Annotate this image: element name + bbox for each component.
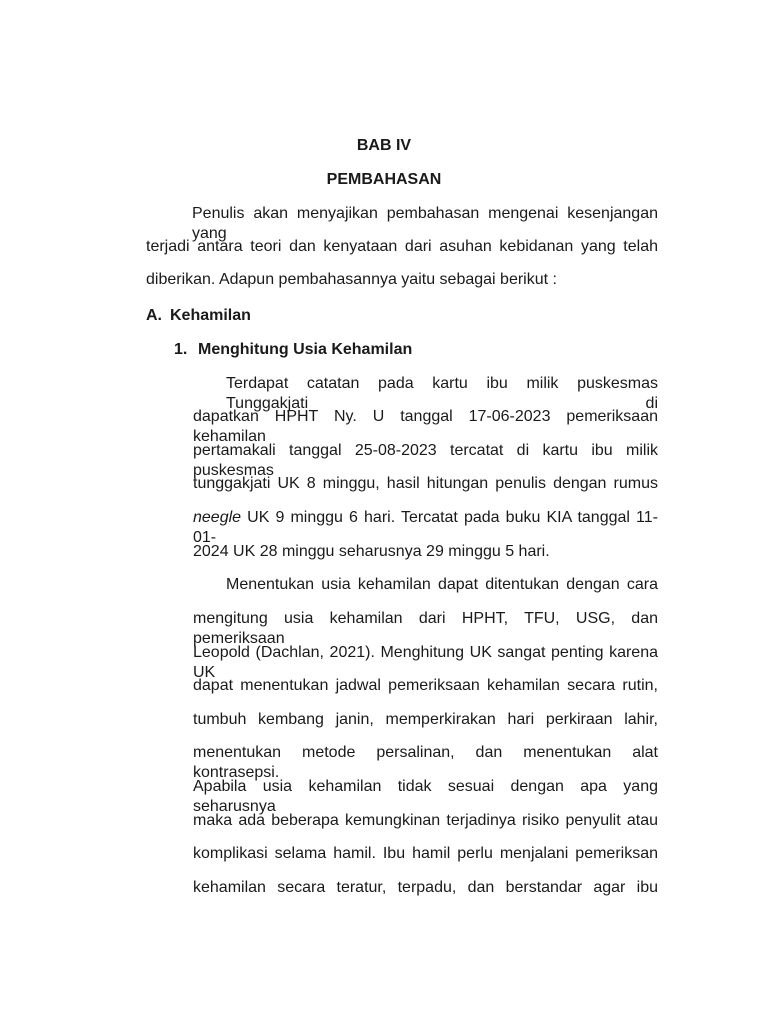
p2-line-4: dapat menentukan jadwal pemeriksaan kehamilan secara rutin, <box>193 677 658 694</box>
intro-line-2: terjadi antara teori dan kenyataan dari asuhan kebidanan yang telah <box>146 238 658 255</box>
p1-line-2: dapatkan HPHT Ny. U tanggal 17-06-2023 pemeriksaan kehamilan <box>193 408 658 445</box>
p2-line-9: komplikasi selama hamil. Ibu hamil perlu menjalani pemeriksan <box>193 845 658 862</box>
subsection-title: Menghitung Usia Kehamilan <box>198 341 413 358</box>
chapter-title: PEMBAHASAN <box>326 171 442 188</box>
p1-line-6: 2024 UK 28 minggu seharusnya 29 minggu 5 hari. <box>193 543 550 560</box>
p2-line-8: maka ada beberapa kemungkinan terjadinya risiko penyulit atau <box>193 812 658 829</box>
p2-line-6: menentukan metode persalinan, dan menentukan alat kontrasepsi. <box>193 744 658 781</box>
section-title: Kehamilan <box>170 307 251 324</box>
p2-line-10: kehamilan secara teratur, terpadu, dan berstandar agar ibu <box>193 879 658 896</box>
p2-line-5: tumbuh kembang janin, memperkirakan hari perkiraan lahir, <box>193 711 658 728</box>
chapter-heading: BAB IV <box>356 137 412 154</box>
p1-italic-term: neegle <box>193 509 242 526</box>
p2-line-3: Leopold (Dachlan, 2021). Menghitung UK sangat penting karena UK <box>193 644 658 681</box>
p2-line-7: Apabila usia kehamilan tidak sesuai dengan apa yang seharusnya <box>193 778 658 815</box>
p1-line-3: pertamakali tanggal 25-08-2023 tercatat di kartu ibu milik puskesmas <box>193 442 658 479</box>
section-marker: A. <box>146 307 162 324</box>
subsection-marker: 1. <box>174 341 188 358</box>
p2-line-2: mengitung usia kehamilan dari HPHT, TFU, USG, dan pemeriksaan <box>193 610 658 647</box>
p1-line-5-rest: UK 9 minggu 6 hari. Tercatat pada buku KIA tanggal 11-01- <box>193 509 658 546</box>
p1-line-5 <box>193 508 658 546</box>
p1-line-1: Terdapat catatan pada kartu ibu milik puskesmas Tunggakjati di <box>226 375 658 412</box>
intro-line-1: Penulis akan menyajikan pembahasan mengenai kesenjangan yang <box>192 205 658 242</box>
p2-line-1: Menentukan usia kehamilan dapat ditentukan dengan cara <box>226 576 658 593</box>
intro-line-3: diberikan. Adapun pembahasannya yaitu sebagai berikut : <box>146 271 557 288</box>
p1-line-4: tunggakjati UK 8 minggu, hasil hitungan penulis dengan rumus <box>193 475 658 492</box>
